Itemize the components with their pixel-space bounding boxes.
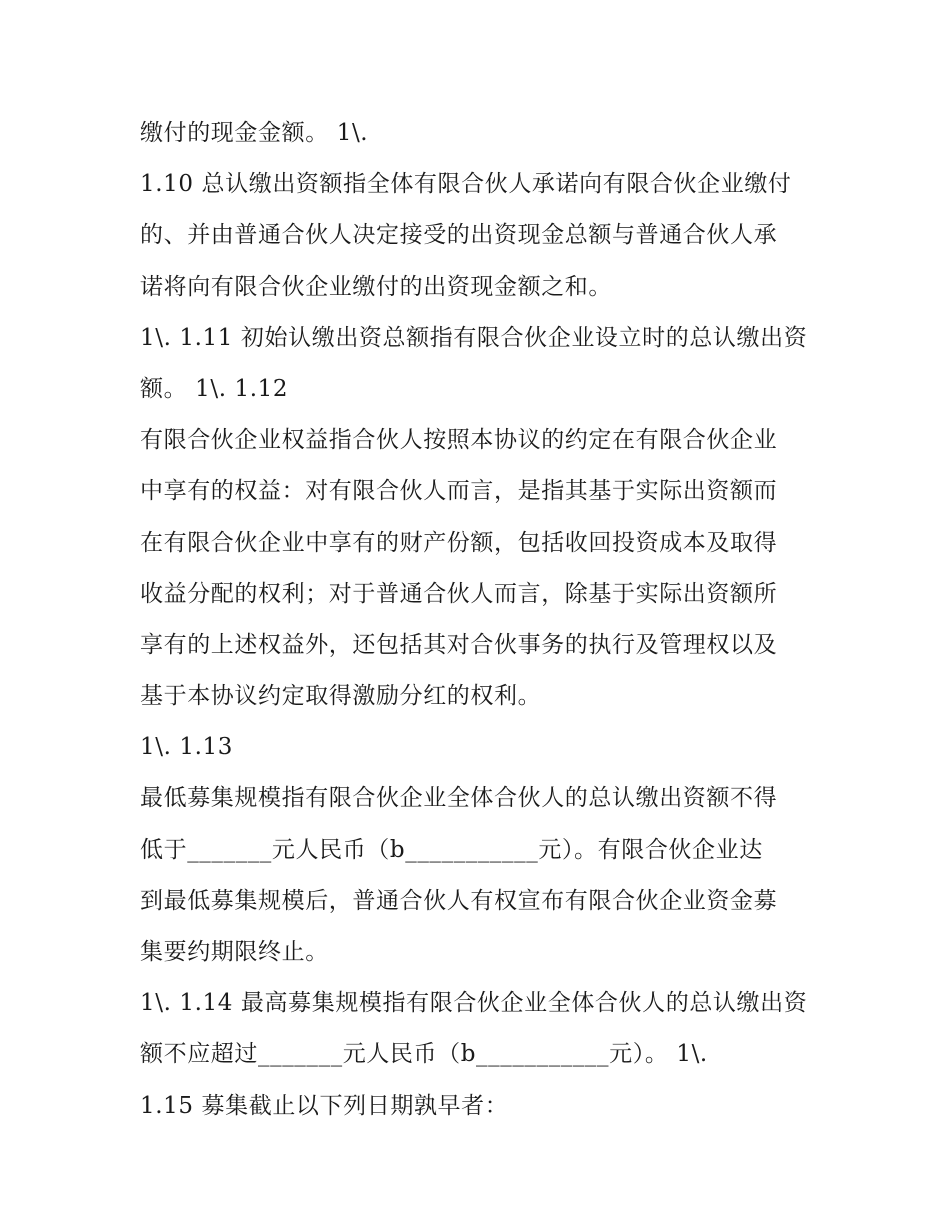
paragraph-line: 有限合伙企业权益指合伙人按照本协议的约定在有限合伙企业 [140, 427, 778, 454]
paragraph-line: 的、并由普通合伙人决定接受的出资现金总额与普通合伙人承 [140, 222, 778, 249]
paragraph-line: 最低募集规模指有限合伙企业全体合伙人的总认缴出资额不得 [140, 785, 778, 812]
paragraph-line: 享有的上述权益外，还包括其对合伙事务的执行及管理权以及 [140, 631, 778, 658]
paragraph-line: 1\. 1.13 [140, 734, 234, 761]
document-page [140, 108, 830, 1132]
paragraph-line: 额。 1\. 1.12 [140, 375, 289, 402]
paragraph-line: 1.10 总认缴出资额指全体有限合伙人承诺向有限合伙企业缴付 [140, 171, 792, 198]
paragraph-line: 诺将向有限合伙企业缴付的出资现金额之和。 [140, 273, 612, 300]
paragraph-line: 1\. 1.14 最高募集规模指有限合伙企业全体合伙人的总认缴出资 [140, 990, 808, 1017]
paragraph-line: 集要约期限终止。 [140, 939, 329, 965]
paragraph-line: 在有限合伙企业中享有的财产份额，包括收回投资成本及取得 [140, 529, 778, 556]
paragraph-line: 1\. 1.11 初始认缴出资总额指有限合伙企业设立时的总认缴出资 [140, 324, 808, 351]
paragraph-line: 收益分配的权利；对于普通合伙人而言，除基于实际出资额所 [140, 580, 778, 607]
paragraph-line: 中享有的权益：对有限合伙人而言，是指其基于实际出资额而 [140, 478, 778, 505]
paragraph-line: 到最低募集规模后，普通合伙人有权宣布有限合伙企业资金募 [140, 887, 778, 914]
paragraph-line: 基于本协议约定取得激励分红的权利。 [140, 683, 542, 710]
paragraph-line: 低于_______元人民币（b___________元）。有限合伙企业达 [140, 836, 763, 863]
paragraph-line: 缴付的现金金额。 1\. [140, 120, 369, 146]
paragraph-line: 额不应超过_______元人民币（b___________元）。 1\. [140, 1041, 708, 1068]
paragraph-line: 1.15 募集截止以下列日期孰早者： [140, 1092, 509, 1119]
